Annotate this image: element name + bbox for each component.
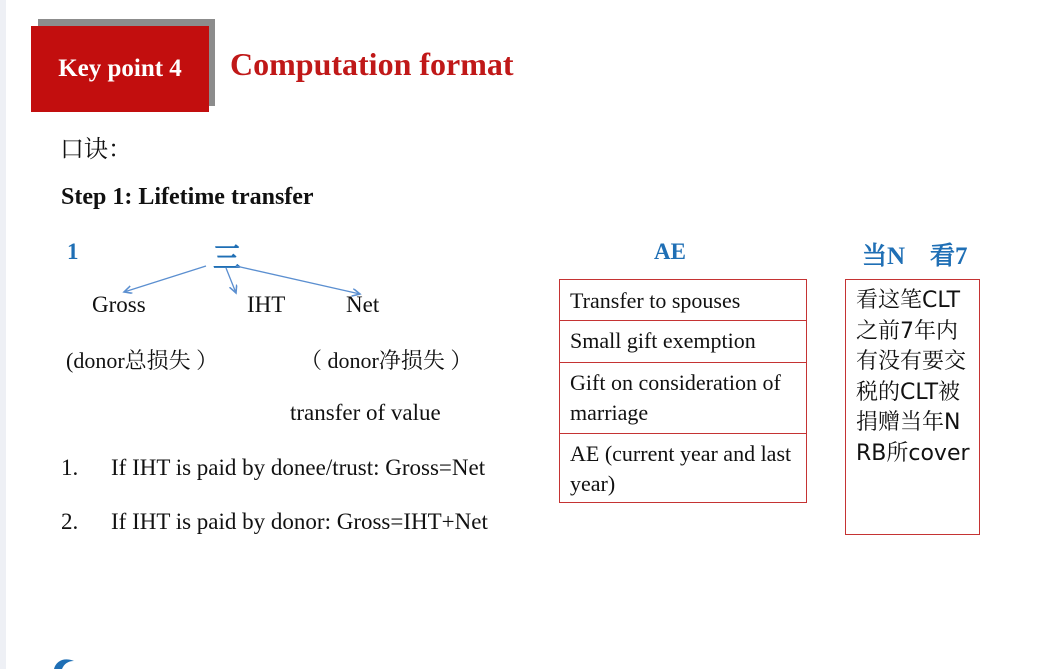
key-point-badge: Key point 4 — [31, 26, 209, 112]
rule-item — [61, 455, 485, 481]
net-label: Net — [346, 292, 380, 317]
rule-number: 2. — [61, 509, 79, 534]
ae-exemptions-box — [559, 279, 807, 503]
arrow-to-iht — [226, 268, 236, 293]
gross-label: Gross — [92, 292, 146, 317]
ae-item: AE (current year and last year) — [570, 441, 792, 496]
mnemonic-label: 口诀： — [60, 135, 132, 163]
rule-number: 1. — [61, 455, 79, 480]
diagram-number: 1 — [67, 239, 79, 264]
rule-item — [61, 509, 488, 535]
arrow-to-net — [236, 266, 360, 294]
nrb-seven-year-box: 看这笔CLT之前7年内有没有要交税的CLT被捐赠当年NRB所cover — [845, 279, 980, 535]
ae-item: Transfer to spouses — [560, 280, 806, 321]
ae-heading: AE — [654, 239, 686, 264]
ae-item: Gift on consideration of marriage — [560, 363, 806, 434]
net-caption: transfer of value — [290, 400, 441, 425]
iht-label: IHT — [247, 292, 286, 317]
step-1-heading: Step 1: Lifetime transfer — [61, 184, 314, 210]
arrow-to-gross — [124, 266, 206, 292]
rule-text: If IHT is paid by donor: Gross=IHT+Net — [111, 509, 488, 534]
rule-text: If IHT is paid by donee/trust: Gross=Net — [111, 455, 486, 480]
net-note: （ donor净损失 ） — [300, 348, 473, 373]
logo-corner-icon — [52, 655, 76, 669]
slide-title: Computation format — [230, 46, 514, 82]
nrb-heading: 当N 看7 — [862, 243, 968, 270]
diagram-root: 三 — [213, 241, 242, 274]
ae-item: Small gift exemption — [560, 321, 806, 363]
gross-note: (donor总损失 ） — [66, 348, 219, 373]
